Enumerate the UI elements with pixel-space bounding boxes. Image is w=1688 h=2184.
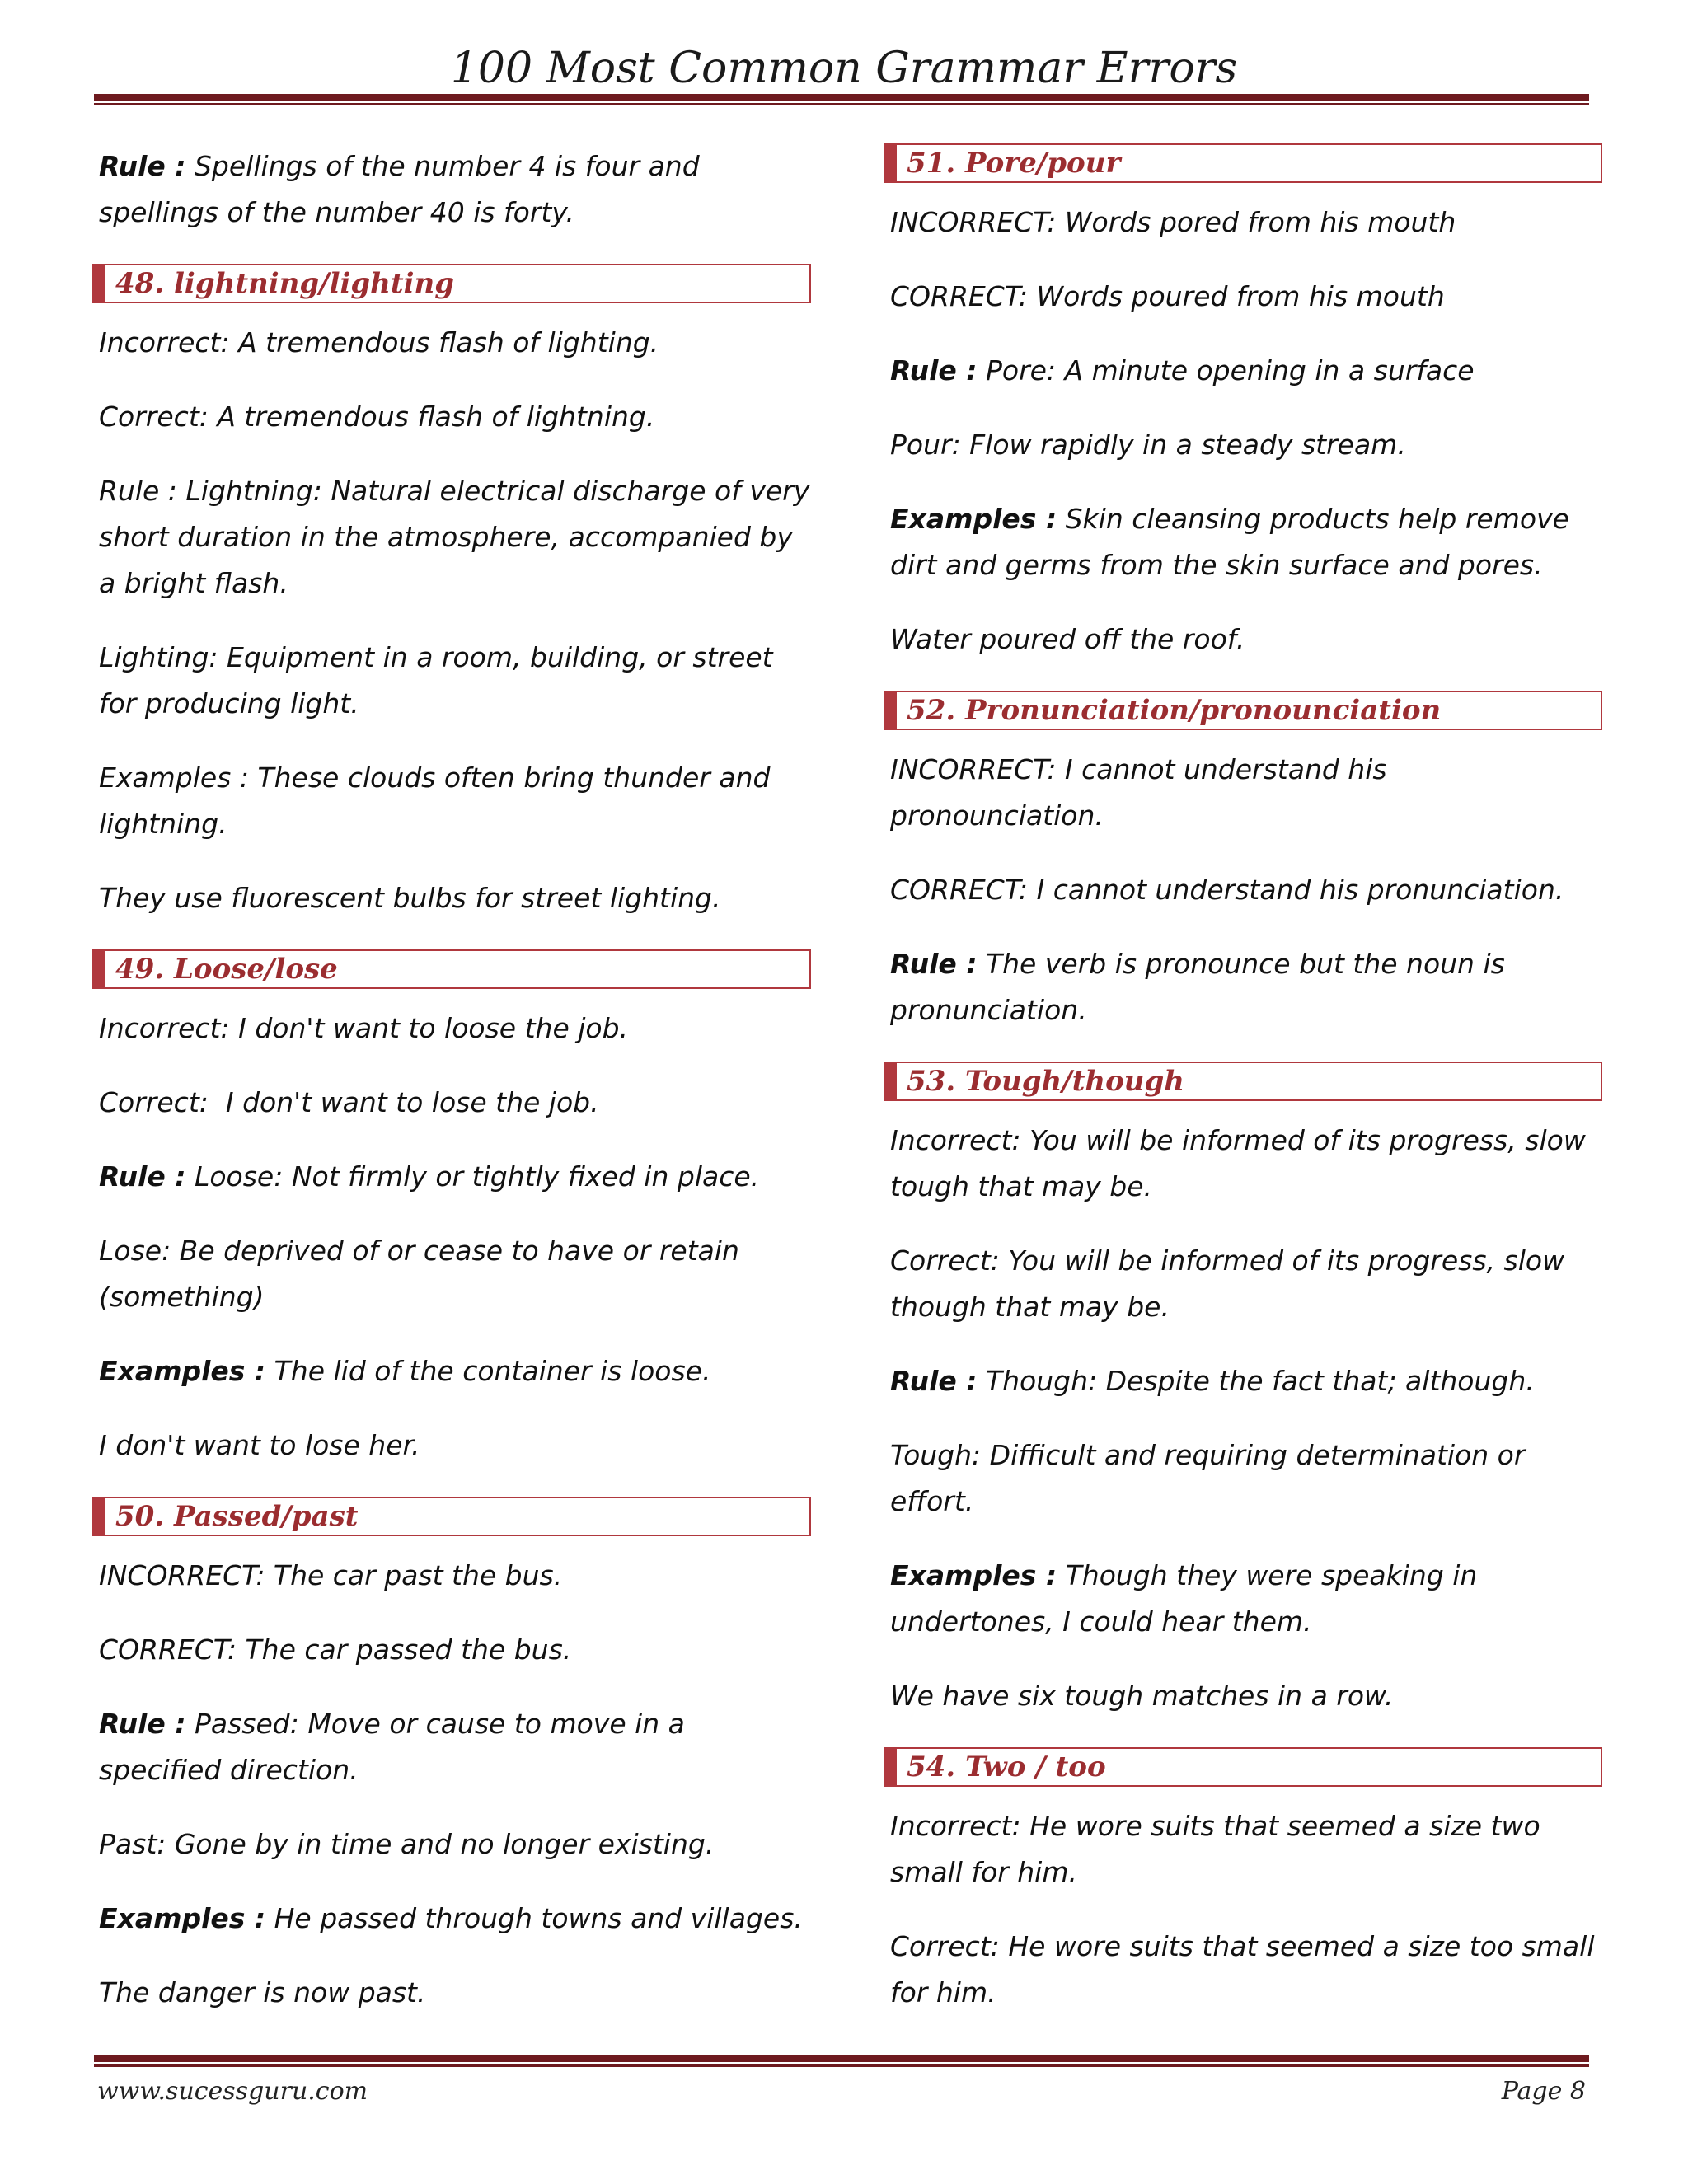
rule-text-2: Lose: Be deprived of or cease to have or retain (something) bbox=[99, 1235, 739, 1313]
rule-text-2: Tough: Difficult and requiring determination or effort. bbox=[890, 1439, 1526, 1517]
examples-text: Examples : The lid of the container is loose. bbox=[99, 1355, 711, 1387]
section-heading-52: 52. Pronunciation/pronounciation bbox=[884, 691, 1602, 730]
rule-text: Rule : The verb is pronounce but the noun is pronunciation. bbox=[890, 948, 1505, 1026]
rule-text-2: Lighting: Equipment in a room, building, or street for producing light. bbox=[99, 641, 773, 719]
incorrect-example: Incorrect: You will be informed of its progress, slow tough that may be. bbox=[890, 1124, 1586, 1202]
incorrect-example: Incorrect: I don't want to loose the job. bbox=[99, 1012, 629, 1044]
rule-text: Rule : Pore: A minute opening in a surface bbox=[890, 354, 1475, 387]
examples-text: Examples : Skin cleansing products help remove dirt and germs from the skin surface and pores. bbox=[890, 503, 1569, 581]
page-title: 100 Most Common Grammar Errors bbox=[450, 44, 1238, 93]
rule-text-2: Past: Gone by in time and no longer existing. bbox=[99, 1828, 715, 1860]
correct-example: Correct: I don't want to lose the job. bbox=[99, 1086, 599, 1118]
section-heading-49: 49. Loose/lose bbox=[92, 949, 811, 989]
examples-text-2: Water poured off the roof. bbox=[890, 623, 1245, 655]
footer-site-link[interactable]: www.sucessguru.com bbox=[97, 2077, 368, 2106]
examples-text-2: They use fluorescent bulbs for street lighting. bbox=[99, 882, 721, 914]
rule-text: Rule : Passed: Move or cause to move in a specified direction. bbox=[99, 1708, 685, 1786]
examples-text-2: We have six tough matches in a row. bbox=[890, 1680, 1394, 1712]
correct-example: CORRECT: I cannot understand his pronunciation. bbox=[890, 874, 1564, 906]
rule-text: Rule : Loose: Not firmly or tightly fixed in place. bbox=[99, 1160, 760, 1193]
section-heading-50: 50. Passed/past bbox=[92, 1497, 811, 1536]
incorrect-example: INCORRECT: The car past the bus. bbox=[99, 1559, 563, 1591]
header-rule bbox=[94, 94, 1589, 105]
incorrect-example: INCORRECT: Words pored from his mouth bbox=[890, 206, 1456, 238]
incorrect-example: Incorrect: A tremendous flash of lighting. bbox=[99, 326, 659, 359]
rule-text-2: Pour: Flow rapidly in a steady stream. bbox=[890, 429, 1406, 461]
incorrect-example: Incorrect: He wore suits that seemed a size two small for him. bbox=[890, 1810, 1540, 1888]
incorrect-example: INCORRECT: I cannot understand his pronounciation. bbox=[890, 753, 1387, 832]
left-column bbox=[92, 143, 811, 2044]
section-heading-53: 53. Tough/though bbox=[884, 1062, 1602, 1101]
examples-text-2: I don't want to lose her. bbox=[99, 1429, 420, 1461]
page-number: Page 8 bbox=[1501, 2077, 1586, 2106]
rule-text: Rule : Though: Despite the fact that; although. bbox=[890, 1365, 1535, 1397]
correct-example: CORRECT: The car passed the bus. bbox=[99, 1633, 572, 1666]
examples-text: Examples : He passed through towns and villages. bbox=[99, 1902, 803, 1934]
section-heading-48: 48. lightning/lighting bbox=[92, 264, 811, 303]
examples-text: Examples : These clouds often bring thunder and lightning. bbox=[99, 762, 771, 840]
intro-rule: Rule : Spellings of the number 4 is four and spellings of the number 40 is forty. bbox=[99, 150, 700, 228]
examples-text: Examples : Though they were speaking in undertones, I could hear them. bbox=[890, 1559, 1478, 1638]
right-column bbox=[884, 143, 1602, 2044]
footer-rule bbox=[94, 2055, 1589, 2067]
correct-example: CORRECT: Words poured from his mouth bbox=[890, 280, 1445, 312]
section-heading-51: 51. Pore/pour bbox=[884, 143, 1602, 183]
examples-text-2: The danger is now past. bbox=[99, 1976, 426, 2008]
rule-text: Rule : Lightning: Natural electrical discharge of very short duration in the atmosphere, accompanied by a bright flash. bbox=[99, 475, 810, 599]
correct-example: Correct: He wore suits that seemed a size too small for him. bbox=[890, 1930, 1595, 2008]
correct-example: Correct: You will be informed of its progress, slow though that may be. bbox=[890, 1244, 1565, 1323]
section-heading-54: 54. Two / too bbox=[884, 1747, 1602, 1787]
correct-example: Correct: A tremendous flash of lightning. bbox=[99, 401, 655, 433]
